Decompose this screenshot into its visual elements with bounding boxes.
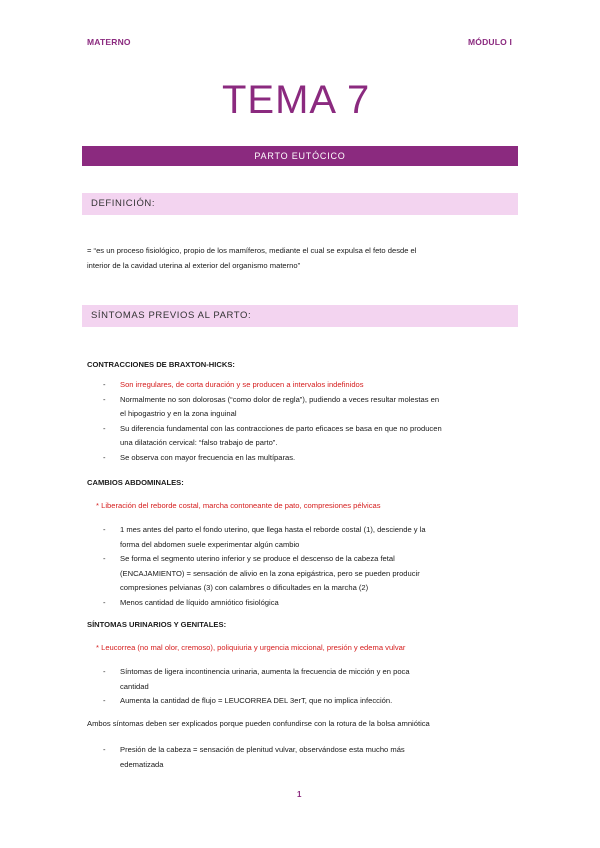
braxton-item-1: Son irregulares, de corta duración y se producen a intervalos indefinidos <box>120 380 364 389</box>
urinarios-highlight <box>96 641 526 656</box>
list-item: - Presión de la cabeza = sensación de plenitud vulvar, observándose esta mucho más edematizada <box>87 743 527 772</box>
urinarios-item-2: Aumenta la cantidad de flujo = LEUCORREA DEL 3erT, que no implica infección. <box>120 696 393 705</box>
abdominales-item-3: Menos cantidad de líquido amniótico fisiológica <box>120 597 279 607</box>
definition-line-1: = “es un proceso fisiológico, propio de los mamíferos, mediante el cual se expulsa el feto desde el <box>87 246 417 255</box>
urinarios-note: Ambos síntomas deben ser explicados porque pueden confundirse con la rotura de la bolsa amniótica <box>87 719 430 728</box>
page-number: 1 <box>297 790 302 799</box>
abdominales-highlight <box>96 499 526 514</box>
list-item: - Se observa con mayor frecuencia en las multíparas. <box>87 451 527 466</box>
abdominales-item-2-line-2: (ENCAJAMIENTO) = sensación de alivio en la zona epigástrica, pero se pueden producir <box>120 568 420 578</box>
urinarios-item-3-line-1: Presión de la cabeza = sensación de plenitud vulvar, observándose esta mucho más <box>120 745 405 754</box>
asterisk-icon: * <box>96 501 99 510</box>
list-item: - Aumenta la cantidad de flujo = LEUCORREA DEL 3erT, que no implica infección. <box>87 694 527 709</box>
page-title: TEMA 7 <box>222 78 371 122</box>
list-item: - Son irregulares, de corta duración y se producen a intervalos indefinidos <box>87 378 527 393</box>
braxton-item-3-line-2: una dilatación cervical: “falso trabajo de parto”. <box>120 438 278 447</box>
braxton-item-2-line-1: Normalmente no son dolorosas (“como dolor de regla”), pudiendo a veces resultar molestas en <box>120 394 440 404</box>
abdominales-item-2-line-3: compresiones pelvianas (3) con calambres o dificultades en la marcha (2) <box>120 583 369 592</box>
urinarios-list <box>87 665 527 709</box>
abdominales-title: CAMBIOS ABDOMINALES: <box>87 478 184 487</box>
definition-text <box>87 244 527 273</box>
asterisk-icon: * <box>96 643 99 652</box>
urinarios-title: SÍNTOMAS URINARIOS Y GENITALES: <box>87 620 227 629</box>
urinarios-list-2 <box>87 743 527 772</box>
urinarios-item-1-line-1: Síntomas de ligera incontinencia urinaria, aumenta la frecuencia de micción y en poca <box>120 667 410 676</box>
abdominales-item-2-line-1: Se forma el segmento uterino inferior y se produce el descenso de la cabeza fetal <box>120 554 395 563</box>
list-item: - Su diferencia fundamental con las contracciones de parto eficaces se basa en que no producen una dilatación cervical: “falso trabajo de parto”. <box>87 422 527 451</box>
section-definicion: DEFINICIÓN: <box>82 193 518 215</box>
braxton-item-3-line-1: Su diferencia fundamental con las contracciones de parto eficaces se basa en que no producen <box>120 423 442 433</box>
urinarios-item-1-line-2: cantidad <box>120 681 149 691</box>
subtitle-band: PARTO EUTÓCICO <box>82 146 518 166</box>
list-item: - Normalmente no son dolorosas (“como dolor de regla”), pudiendo a veces resultar molestas en el hipogastrio y en la zona inguinal <box>87 393 527 422</box>
abdominales-list <box>87 523 527 610</box>
header-left: MATERNO <box>87 37 131 47</box>
braxton-title: CONTRACCIONES DE BRAXTON-HICKS: <box>87 360 235 369</box>
list-item: - 1 mes antes del parto el fondo uterino, que llega hasta el reborde costal (1), desciende y la forma del abdomen suele experimentar algún cambio <box>87 523 527 552</box>
section-sintomas: SÍNTOMAS PREVIOS AL PARTO: <box>82 305 518 327</box>
header-right: MÓDULO I <box>468 37 513 47</box>
abdominales-highlight-text: Liberación del reborde costal, marcha contoneante de pato, compresiones pélvicas <box>101 501 381 510</box>
definition-line-2: interior de la cavidad uterina al exterior del organismo materno” <box>87 260 301 270</box>
braxton-item-4: Se observa con mayor frecuencia en las multíparas. <box>120 452 296 462</box>
abdominales-item-1-line-1: 1 mes antes del parto el fondo uterino, que llega hasta el reborde costal (1), desciende y la <box>120 525 426 534</box>
braxton-item-2-line-2: el hipogastrio y en la zona inguinal <box>120 409 237 418</box>
urinarios-item-3-line-2: edematizada <box>120 759 164 769</box>
abdominales-item-1-line-2: forma del abdomen suele experimentar algún cambio <box>120 539 300 549</box>
list-item: - Menos cantidad de líquido amniótico fisiológica <box>87 596 527 611</box>
urinarios-highlight-text: Leucorrea (no mal olor, cremoso), poliquiuria y urgencia miccional, presión y edema vulvar <box>101 643 406 652</box>
list-item: - Se forma el segmento uterino inferior y se produce el descenso de la cabeza fetal (ENCAJAMIENTO) = sensación de alivio en la zona epigástrica, pero se pueden producir compresiones pelvianas (3) con calambres o dificultades en la marcha (2) <box>87 552 527 596</box>
list-item: - Síntomas de ligera incontinencia urinaria, aumenta la frecuencia de micción y en poca cantidad <box>87 665 527 694</box>
braxton-list <box>87 378 527 465</box>
